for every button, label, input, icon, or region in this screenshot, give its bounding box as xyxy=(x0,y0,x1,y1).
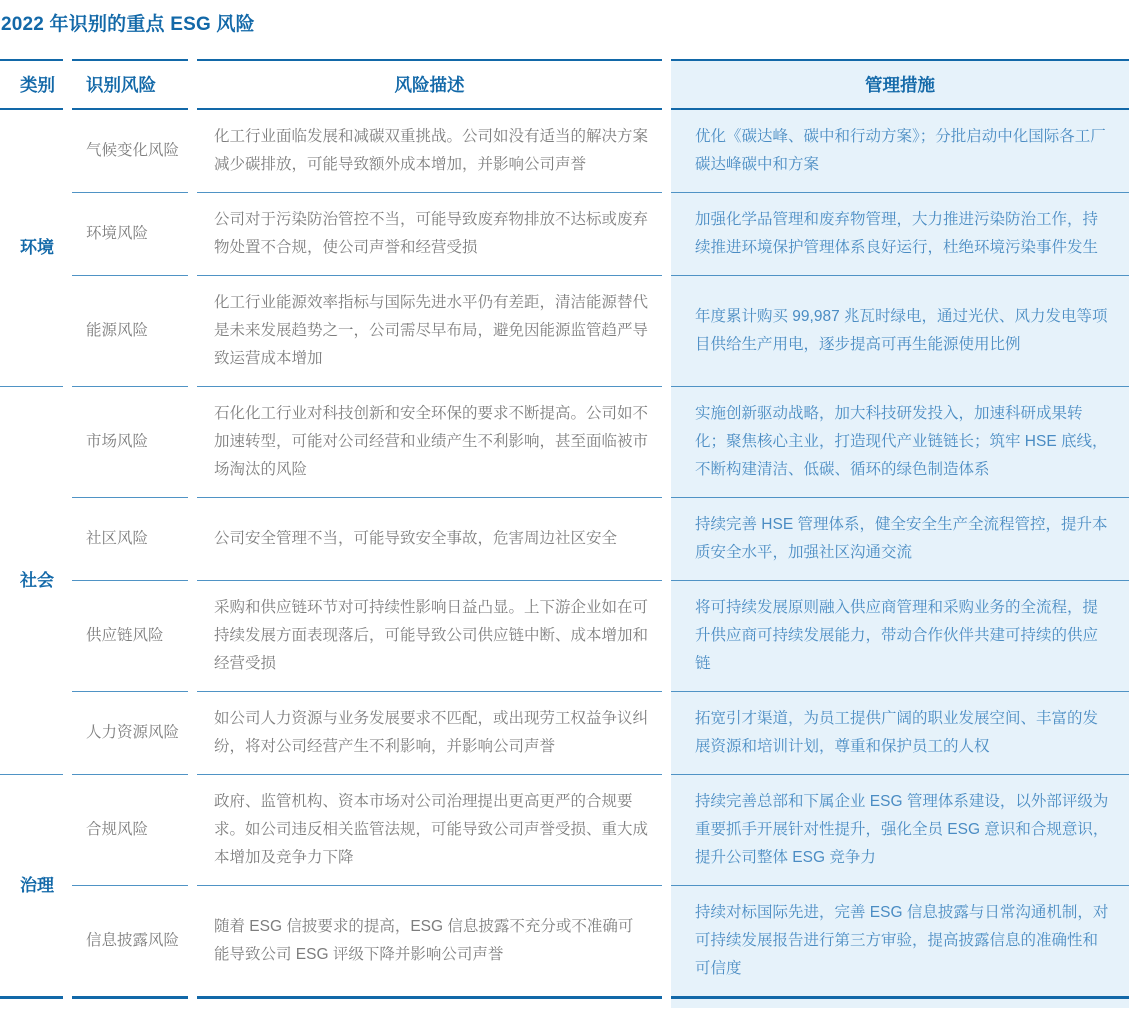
table-row-energy xyxy=(0,276,1129,387)
category-cell-governance: 治理 xyxy=(0,775,63,999)
measures-cell: 年度累计购买 99,987 兆瓦时绿电，通过光伏、风力发电等项目供给生产用电，逐步提高可再生能源使用比例 xyxy=(671,276,1129,387)
risk-desc-cell: 如公司人力资源与业务发展要求不匹配，或出现劳工权益争议纠纷，将对公司经营产生不利影响，并影响公司声誉 xyxy=(197,692,662,775)
table-row-environment xyxy=(0,193,1129,276)
table-row-disclosure xyxy=(0,886,1129,999)
header-measures: 管理措施 xyxy=(671,59,1129,110)
risk-desc-cell: 随着 ESG 信披要求的提高，ESG 信息披露不充分或不准确可能导致公司 ESG 评级下降并影响公司声誉 xyxy=(197,886,662,999)
measures-cell: 实施创新驱动战略，加大科技研发投入，加速科研成果转化；聚焦核心主业，打造现代产业链链长；筑牢 HSE 底线，不断构建清洁、低碳、循环的绿色制造体系 xyxy=(671,387,1129,498)
table-row-market xyxy=(0,387,1129,498)
category-cell-environment: 环境 xyxy=(0,110,63,387)
esg-risk-table xyxy=(0,59,1129,999)
table-row-compliance xyxy=(0,775,1129,886)
table-row-climate xyxy=(0,110,1129,193)
risk-name-cell: 市场风险 xyxy=(72,387,188,498)
measures-cell: 加强化学品管理和废弃物管理，大力推进污染防治工作，持续推进环境保护管理体系良好运行，杜绝环境污染事件发生 xyxy=(671,193,1129,276)
category-cell-social: 社会 xyxy=(0,387,63,775)
risk-name-cell: 能源风险 xyxy=(72,276,188,387)
measures-cell: 拓宽引才渠道，为员工提供广阔的职业发展空间、丰富的发展资源和培训计划，尊重和保护员工的人权 xyxy=(671,692,1129,775)
risk-name-cell: 气候变化风险 xyxy=(72,110,188,193)
header-risk: 识别风险 xyxy=(72,59,188,110)
risk-desc-cell: 化工行业能源效率指标与国际先进水平仍有差距，清洁能源替代是未来发展趋势之一，公司需尽早布局，避免因能源监管趋严导致运营成本增加 xyxy=(197,276,662,387)
measures-cell: 持续对标国际先进，完善 ESG 信息披露与日常沟通机制，对可持续发展报告进行第三方审验，提高披露信息的准确性和可信度 xyxy=(671,886,1129,999)
risk-name-cell: 合规风险 xyxy=(72,775,188,886)
risk-desc-cell: 化工行业面临发展和减碳双重挑战。公司如没有适当的解决方案减少碳排放，可能导致额外成本增加，并影响公司声誉 xyxy=(197,110,662,193)
risk-name-cell: 信息披露风险 xyxy=(72,886,188,999)
table-row-human-resources xyxy=(0,692,1129,775)
measures-cell: 优化《碳达峰、碳中和行动方案》；分批启动中化国际各工厂碳达峰碳中和方案 xyxy=(671,110,1129,193)
header-category: 类别 xyxy=(0,59,63,110)
measures-cell: 持续完善 HSE 管理体系，健全安全生产全流程管控，提升本质安全水平，加强社区沟通交流 xyxy=(671,498,1129,581)
table-row-supply-chain xyxy=(0,581,1129,692)
risk-desc-cell: 政府、监管机构、资本市场对公司治理提出更高更严的合规要求。如公司违反相关监管法规，可能导致公司声誉受损、重大成本增加及竞争力下降 xyxy=(197,775,662,886)
measures-column-tail xyxy=(671,999,1129,1008)
measures-cell: 持续完善总部和下属企业 ESG 管理体系建设，以外部评级为重要抓手开展针对性提升，强化全员 ESG 意识和合规意识，提升公司整体 ESG 竞争力 xyxy=(671,775,1129,886)
page-title: 2022 年识别的重点 ESG 风险 xyxy=(1,14,255,35)
risk-name-cell: 供应链风险 xyxy=(72,581,188,692)
table-row-community xyxy=(0,498,1129,581)
table-header-row xyxy=(0,59,1129,110)
header-description: 风险描述 xyxy=(197,59,662,110)
risk-name-cell: 人力资源风险 xyxy=(72,692,188,775)
risk-desc-cell: 公司对于污染防治管控不当，可能导致废弃物排放不达标或废弃物处置不合规，使公司声誉和经营受损 xyxy=(197,193,662,276)
risk-desc-cell: 公司安全管理不当，可能导致安全事故，危害周边社区安全 xyxy=(197,498,662,581)
risk-name-cell: 社区风险 xyxy=(72,498,188,581)
risk-desc-cell: 石化化工行业对科技创新和安全环保的要求不断提高。公司如不加速转型，可能对公司经营和业绩产生不利影响，甚至面临被市场淘汰的风险 xyxy=(197,387,662,498)
risk-desc-cell: 采购和供应链环节对可持续性影响日益凸显。上下游企业如在可持续发展方面表现落后，可能导致公司供应链中断、成本增加和经营受损 xyxy=(197,581,662,692)
measures-cell: 将可持续发展原则融入供应商管理和采购业务的全流程，提升供应商可持续发展能力，带动合作伙伴共建可持续的供应链 xyxy=(671,581,1129,692)
risk-name-cell: 环境风险 xyxy=(72,193,188,276)
